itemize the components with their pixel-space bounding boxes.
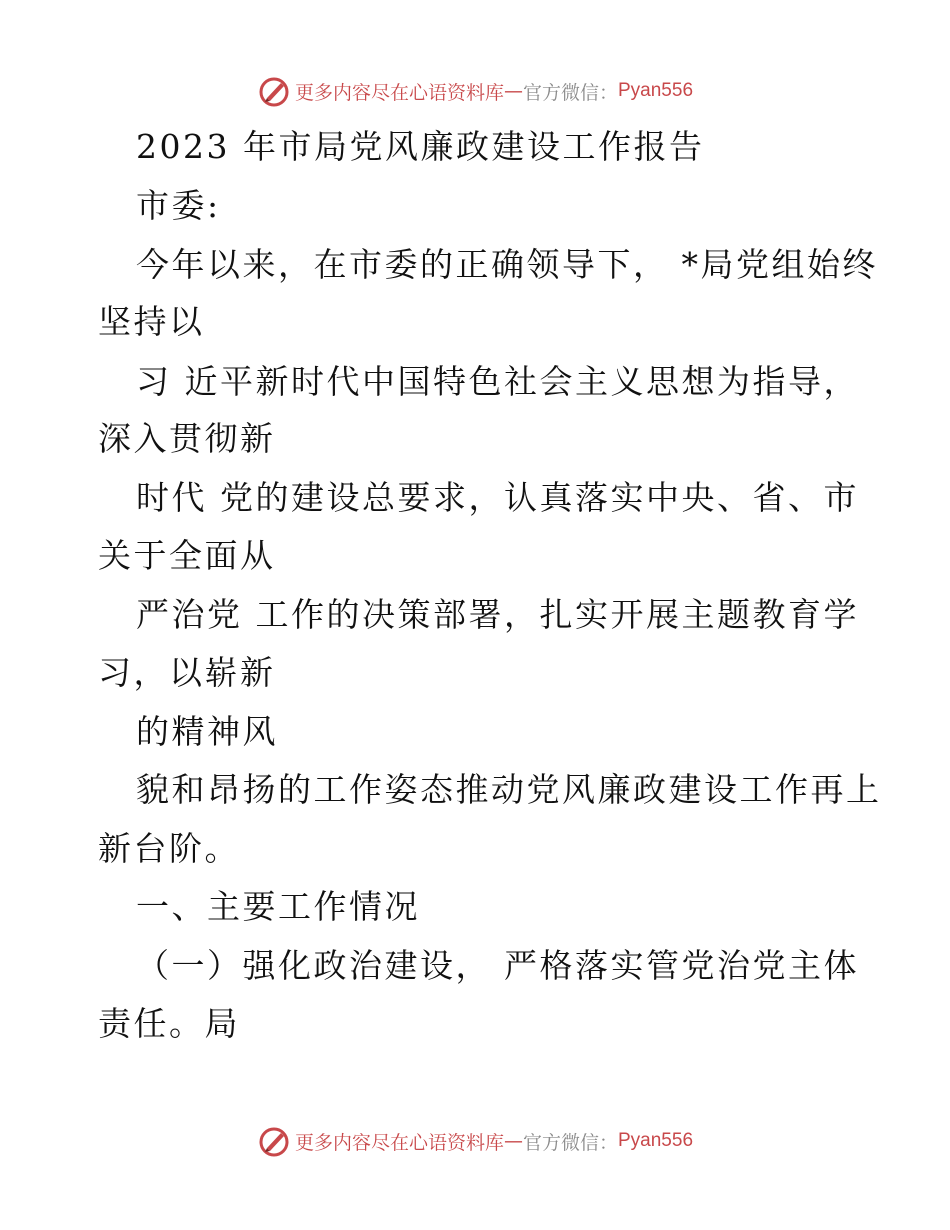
watermark-banner-bottom [0, 1124, 950, 1158]
section-heading: 一、主要工作情况 [136, 887, 420, 926]
pen-logo-icon [257, 1124, 291, 1158]
doc-line: 时代 党的建设总要求，认真落实中央、省、市 [136, 478, 859, 517]
document-title: 2023 年市局党风廉政建设工作报告 [136, 127, 705, 166]
doc-line: 责任。局 [98, 1004, 240, 1043]
doc-line: 习，以崭新 [98, 653, 276, 692]
watermark-site: 更多内容尽在心语资料库 [294, 81, 504, 104]
watermark-wechat-label: 官方微信： [522, 81, 618, 104]
doc-line: 习 近平新时代中国特色社会主义思想为指导， [136, 362, 859, 401]
watermark-site: 更多内容尽在心语资料库 [294, 1131, 504, 1154]
watermark-dash: — [503, 1130, 523, 1152]
doc-line: 严治党 工作的决策部署，扎实开展主题教育学 [136, 595, 859, 634]
doc-line: 关于全面从 [98, 536, 276, 575]
watermark-account: Pyan556 [618, 1130, 694, 1151]
watermark-wechat-label: 官方微信： [522, 1131, 618, 1154]
doc-line: 貌和昂扬的工作姿态推动党风廉政建设工作再上 [136, 770, 882, 809]
doc-line: 深入贯彻新 [98, 419, 276, 458]
doc-line: 市委: [136, 186, 221, 225]
doc-line: 的精神风 [136, 712, 278, 751]
watermark-dash: — [503, 80, 523, 102]
doc-line: 坚持以 [98, 302, 205, 341]
doc-line: 新台阶。 [98, 829, 240, 868]
doc-line: 今年以来，在市委的正确领导下， *局党组始终 [136, 245, 878, 284]
watermark-account: Pyan556 [618, 80, 694, 101]
subsection-heading: （一）强化政治建设， 严格落实管党治党主体 [136, 946, 859, 985]
